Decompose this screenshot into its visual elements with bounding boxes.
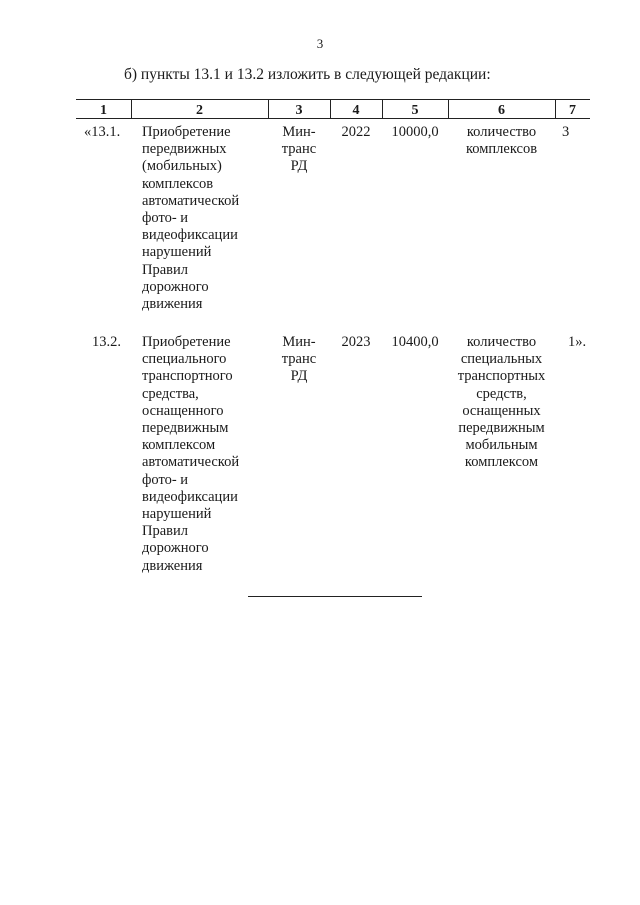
intro-text: б) пункты 13.1 и 13.2 изложить в следующей редакции: [124, 66, 491, 83]
row-name: Приобретение передвижных (мобильных) комплексов автоматической фото- и видеофиксации нарушений Правил дорожного движения [142, 124, 240, 313]
row-name: Приобретение специального транспортного средства, оснащенного передвижным комплексом автоматической фото- и видеофиксации нарушений Правил дорожного движения [142, 334, 240, 574]
row-year: 2022 [341, 124, 371, 140]
header-cell: 2 [196, 103, 203, 118]
header-top-rule [76, 99, 590, 100]
row-organization: Мин- транс РД [281, 124, 317, 175]
header-cell: 3 [295, 103, 303, 118]
header-cell: 1 [100, 103, 107, 118]
closing-rule [248, 596, 422, 597]
row-number: «13.1. [84, 124, 121, 140]
row-value: 3 [562, 124, 570, 140]
row-amount: 10000,0 [391, 124, 439, 140]
header-cell: 6 [498, 103, 505, 118]
page-number: 3 [316, 36, 324, 51]
row-value: 1». [568, 334, 587, 350]
header-cell: 7 [569, 103, 576, 118]
row-number: 13.2. [92, 334, 121, 350]
header-cell: 4 [352, 103, 360, 118]
row-year: 2023 [341, 334, 371, 350]
row-amount: 10400,0 [391, 334, 439, 350]
row-organization: Мин- транс РД [281, 334, 317, 385]
row-indicator: количество специальных транспортных средств, оснащенных передвижным мобильным комплексом [457, 334, 546, 471]
row-indicator: количество комплексов [465, 124, 538, 158]
header-cell: 5 [411, 103, 419, 118]
